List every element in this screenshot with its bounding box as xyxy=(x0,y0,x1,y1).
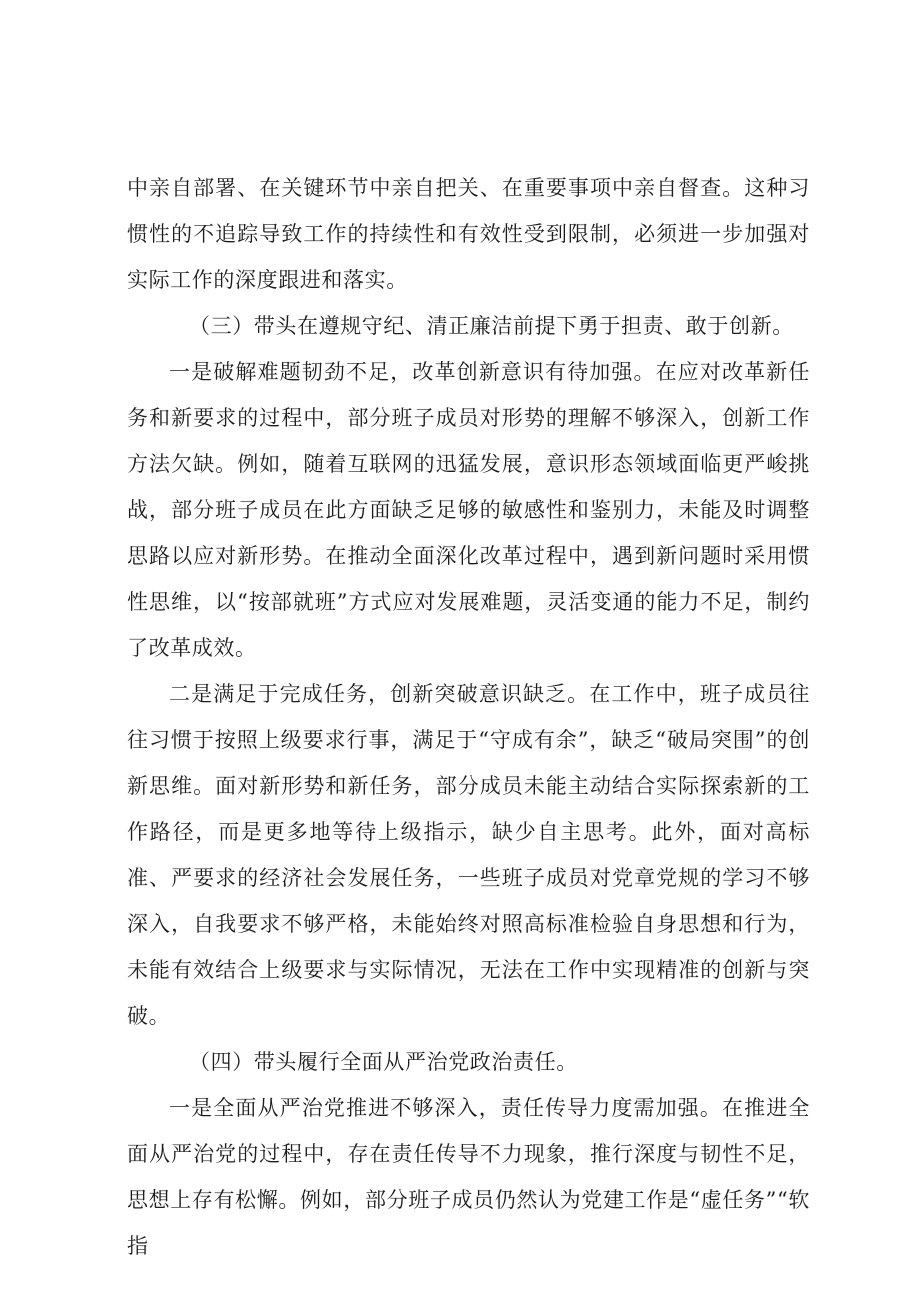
document-body xyxy=(127,165,810,1269)
section-heading-3: （三）带头在遵规守纪、清正廉洁前提下勇于担责、敢于创新。 xyxy=(189,314,794,338)
paragraph-innovation-1: 一是破解难题韧劲不足，改革创新意识有待加强。在应对改革新任务和新要求的过程中，部分班子成员对形势的理解不够深入，创新工作方法欠缺。例如，随着互联网的迅猛发展，意识形态领域面临更严峻挑战，部分班子成员在此方面缺乏足够的敏感性和鉴别力，未能及时调整思路以应对新形势。在推动全面深化改革过程中，遇到新问题时采用惯性思维，以“按部就班”方式应对发展难题，灵活变通的能力不足，制约了改革成效。 xyxy=(127,360,810,660)
paragraph-innovation-2: 二是满足于完成任务，创新突破意识缺乏。在工作中，班子成员往往习惯于按照上级要求行事，满足于“守成有余”，缺乏“破局突围”的创新思维。面对新形势和新任务，部分成员未能主动结合实际探索新的工作路径，而是更多地等待上级指示，缺少自主思考。此外，面对高标准、严要求的经济社会发展任务，一些班子成员对党章党规的学习不够深入，自我要求不够严格，未能始终对照高标准检验自身思想和行为，未能有效结合上级要求与实际情况，无法在工作中实现精准的创新与突破。 xyxy=(127,682,810,1028)
section-heading-4: （四）带头履行全面从严治党政治责任。 xyxy=(189,1050,578,1074)
paragraph-party-discipline-1: 一是全面从严治党推进不够深入，责任传导力度需加强。在推进全面从严治党的过程中，存在责任传导不力现象，推行深度与韧性不足，思想上存有松懈。例如，部分班子成员仍然认为党建工作是“虚任务”“软指 xyxy=(127,1096,810,1258)
continued-paragraph: 中亲自部署、在关键环节中亲自把关、在重要事项中亲自督查。这种习惯性的不追踪导致工作的持续性和有效性受到限制，必须进一步加强对实际工作的深度跟进和落实。 xyxy=(127,176,810,292)
